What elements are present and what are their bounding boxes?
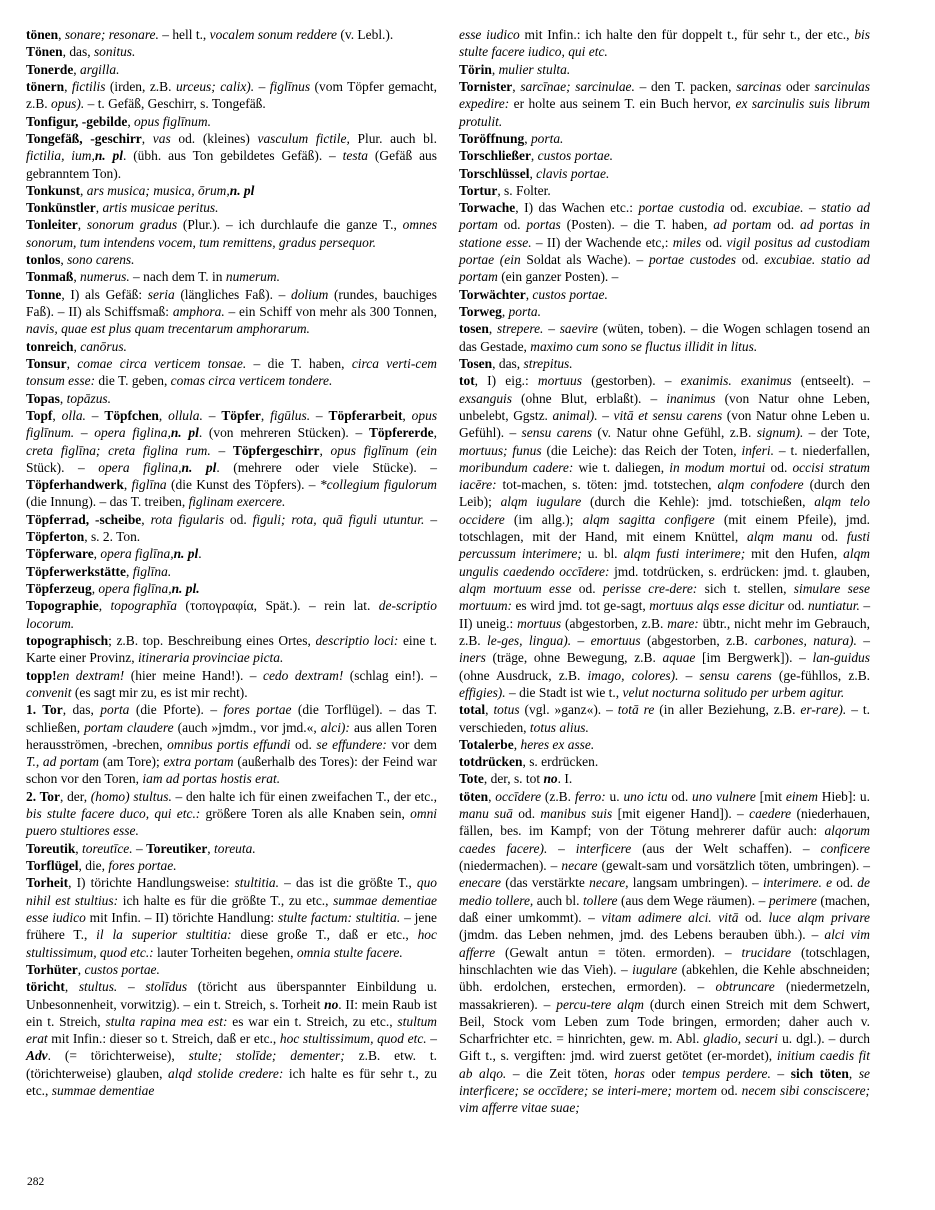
dictionary-entry: totdrücken, s. erdrücken.: [459, 754, 599, 770]
dictionary-entry: töricht, stultus. – stolīdus (töricht aus überspannter Einbildung u. Unbesonnenheit, vorwitzig). – ein t. Streich, s. Torheit no. II: mein Raub ist ein t. Streich, stulta rapina mea est: es war ein t. Streich, zu etc., stultum erat mit Infin.: dieser so t. Streich, daß er etc., hoc stultissimum, quod etc. – Adv. (= törichterweise), stulte; stolīde; dementer; z.B. etw. t. (törichterweise) glauben, alqd stolide credere: ich halte es für sehr t., zu etc., summae dementiae: [26, 979, 438, 1099]
dictionary-entry: Tonsur, comae circa verticem tonsae. – die T. haben, circa verti-cem tonsum esse: die T. geben, comas circa verticem tondere.: [26, 355, 437, 389]
two-column-text-body: [26, 26, 910, 1161]
dictionary-entry: Tornister, sarcīnae; sarcinulae. – den T. packen, sarcinas oder sarcinulas expedire: er holte aus seinem T. ein Buch hervor, ex sarcinulis suis librum protulit.: [459, 78, 871, 129]
dictionary-entry: Tosen, das, strepitus.: [459, 355, 573, 371]
dictionary-entry: Tonmaß, numerus. – nach dem T. in numerum.: [26, 269, 280, 285]
left-text-column: [26, 26, 437, 1161]
dictionary-entry: Töpferware, opera figlīna,n. pl.: [26, 546, 202, 562]
dictionary-entry: Törin, mulier stulta.: [459, 61, 571, 77]
right-text-column: [459, 26, 870, 1161]
dictionary-entry: Torwache, I) das Wachen etc.: portae custodia od. excubiae. – statio ad portam od. portas (Posten). – die T. haben, ad portam od. ad portas in statione esse. – II) der Wachende etc,: miles od. vigil positus ad custodiam portae (ein Soldat als Wache). – portae custodes od. excubiae. statio ad portam (ein ganzer Posten). –: [459, 200, 871, 285]
dictionary-entry: Töpferrad, -scheibe, rota figularis od. figuli; rota, quā figuli utuntur. – Töpferton, s. 2. Ton.: [26, 511, 438, 545]
dictionary-entry: Tönen, das, sonitus.: [26, 44, 136, 60]
dictionary-entry: Töpferwerkstätte, figlīna.: [26, 563, 172, 579]
dictionary-entry: Tonkünstler, artis musicae peritus.: [26, 200, 219, 216]
dictionary-entry: tonlos, sono carens.: [26, 252, 135, 268]
dictionary-entry: Tonfigur, -gebilde, opus figlīnum.: [26, 113, 211, 129]
dictionary-entry: Toreutik, toreutīce. – Toreutiker, toreuta.: [26, 840, 256, 856]
dictionary-entry: Topf, olla. – Töpfchen, ollula. – Töpfer, figūlus. – Töpferarbeit, opus figlīnum. – opera figlina,n. pl. (von mehreren Stücken). – Töpfererde, creta figlīna; creta figlina rum. – Töpfergeschirr, opus figlīnum (ein Stück). – opera figlina,n. pl. (mehrere oder viele Stücke). – Töpferhandwerk, figlīna (die Kunst des Töpfers). – *collegium figulorum (die Innung). – das T. treiben, figlinam exercere.: [26, 407, 438, 510]
dictionary-entry: töten, occīdere (z.B. ferro: u. uno ictu od. uno vulnere [mit einem Hieb]: u. manu suā od. manibus suis [mit eigener Hand]). – caedere (niederhauen, fällen, bes. im Kampf; von der Tötung mehrerer dafür auch: alqorum caedes facere). – interficere (aus der Welt schaffen). – conficere (niedermachen). – necare (gewalt-sam und vorsätzlich töten, umbringen). – enecare (das verstärkte necare, langsam umbringen). – interimere. e od. de medio tollere, auch bl. tollere (aus dem Wege räumen). – perimere (machen, daß einer umkommt). – vitam adimere alci. vitā od. luce alqm privare (jmdm. das Leben nehmen, jmd. des Lebens berauben übh.). – alci vim afferre (Gewalt antun = töten. ermorden). – trucidare (totschlagen, hinschlachten wie das Vieh). – iugulare (abkehlen, die Kehle abschneiden; übh. erdolchen, erstechen, ermorden). – obtruncare (niedermetzeln, massakrieren). – percu-tere alqm (durch einen Streich mit dem Schwert, Beil, Stock vom Leben zum Tode bringen, ermorden; daher auch v. Scharfrichter etc. = hinrichten, gew. m. Abl. gladio, securi u. dgl.). – durch Gift t., s. vergiften: jmd. wird zuerst getötet (er-mordet), initium caedis fit ab alqo. – die Zeit töten, horas oder tempus perdere. – sich töten, se interficere; se occīdere; se interi-mere; mortem od. necem sibi consciscere; vim afferre vitae suae;: [459, 788, 871, 1116]
dictionary-entry: Tongefäß, -geschirr, vas od. (kleines) vasculum fictile, Plur. auch bl. fictilia, ium,n. pl. (übh. aus Ton gebildetes Gefäß). – testa (Gefäß aus gebranntem Ton).: [26, 130, 437, 181]
dictionary-entry: tönen, sonare; resonare. – hell t., vocalem sonum reddere (v. Lebl.).: [26, 27, 394, 42]
dictionary-entry: total, totus (vgl. »ganz«). – totā re (in aller Beziehung, z.B. er-rare). – t. verschieden, totus alius.: [459, 702, 871, 735]
dictionary-entry: esse iudico mit Infin.: ich halte den für doppelt t., für sehr t., der etc., bis stulte facere iudico, qui etc.: [459, 27, 870, 60]
dictionary-entry: Tonkunst, ars musica; musica, ōrum,n. pl: [26, 182, 255, 198]
dictionary-entry: Tonleiter, sonorum gradus (Plur.). – ich durchlaufe die ganze T., omnes sonorum, tum intendens vocem, tum remittens, gradus persequor.: [26, 217, 437, 250]
dictionary-entry: 1. Tor, das, porta (die Pforte). – fores portae (die Torflügel). – das T. schließen, portam claudere (auch »jmdm., vor jmd.«, alci): aus allen Toren herausströmen, -brechen, omnibus portis effundi od. se effundere: vor dem T., ad portam (am Tore); extra portam (außerhalb des Tores): der Feind war schon vor den Toren, iam ad portas hostis erat.: [26, 702, 438, 787]
dictionary-entry: Torhüter, custos portae.: [26, 961, 160, 977]
dictionary-entry: Torschließer, custos portae.: [459, 148, 614, 164]
dictionary-entry: Totalerbe, heres ex asse.: [459, 736, 595, 752]
dictionary-entry: Toröffnung, porta.: [459, 130, 564, 146]
dictionary-entry: tot, I) eig.: mortuus (gestorben). – exanimis. exanimus (entseelt). – exsanguis (ohne Blut, erblaßt). – inanimus (von Natur ohne Leben, unbelebt, Ggstz. animal). – vitā et sensu carens (von Natur ohne Leben u. Gefühl). – sensu carens (v. Natur ohne Gefühl, z.B. signum). – der Tote, mortuus; funus (die Leiche): das Reich der Toten, inferi. – t. niederfallen, moribundum cadere: wie t. daliegen, in modum mortui od. occisi stratum iacēre: tot-machen, s. töten: jmd. totstechen, alqm confodere (durch den Leib); alqm iugulare (durch die Kehle): jmd. totschießen, alqm telo occidere (im allg.); alqm sagitta configere (mit einem Pfeile), jmd. totschlagen, mit der Hand, mit einem Knüttel, alqm manu od. fusti percussum interimere; u. bl. alqm fusti interimere; mit den Hufen, alqm ungulis caedendo occīdere: jmd. totdrücken, s. erdrücken: jmd. t. glauben, alqm mortuum esse od. perisse cre-dere: sich t. stellen, simulare sese mortuum: es wird jmd. tot ge-sagt, mortuus alqs esse dicitur od. nuntiatur. – II) uneig.: mortuus (abgestorben, z.B. mare: übtr., nicht mehr im Gebrauch, z.B. le-ges, lingua). – emortuus (abgestorben, z.B. carbones, natura). – iners (träge, ohne Bewegung, z.B. aquae [im Bergwerk]). – lan-guidus (ohne Ausdruck, z.B. imago, colores). – sensu carens (ge-fühllos, z.B. effigies). – die Stadt ist wie t., velut nocturna solitudo per urbem agitur.: [459, 373, 871, 700]
dictionary-entry: topp!en dextram! (hier meine Hand!). – cedo dextram! (schlag ein!). – convenit (es sagt mir zu, es ist mir recht).: [26, 667, 437, 700]
dictionary-entry: Topas, topāzus.: [26, 390, 112, 406]
dictionary-entry: Töpferzeug, opera figlīna,n. pl.: [26, 581, 200, 596]
dictionary-entry: Tonerde, argilla.: [26, 61, 120, 77]
dictionary-entry: Torwächter, custos portae.: [459, 286, 608, 302]
dictionary-entry: Torflügel, die, fores portae.: [26, 858, 177, 873]
dictionary-entry: Topographie, topographīa (τοπογραφία, Spät.). – rein lat. de-scriptio locorum.: [26, 598, 437, 631]
dictionary-entry: Torschlüssel, clavis portae.: [459, 165, 610, 181]
dictionary-entry: tonreich, canōrus.: [26, 338, 127, 354]
dictionary-entry: Tote, der, s. tot no. I.: [459, 771, 573, 787]
dictionary-entry: Tortur, s. Folter.: [459, 182, 551, 198]
dictionary-entry: Torheit, I) törichte Handlungsweise: stultitia. – das ist die größte T., quo nihil est stultius: ich halte es für die größte T., zu etc., summae dementiae esse iudico mit Infin. – II) törichte Handlung: stulte factum: stultitia. – jene frühere T., il la superior stultitia: diese große T., daß er etc., hoc stultissimum, quod etc.: lauter Torheiten begehen, omnia stulte facere.: [26, 875, 438, 960]
dictionary-entry: tosen, strepere. – saevire (wüten, toben). – die Wogen schlagen tosend an das Gestade, maximo cum sono se fluctus illidit in litus.: [459, 321, 871, 354]
dictionary-entry: tönern, fictilis (irden, z.B. urceus; calix). – figlīnus (vom Töpfer gemacht, z.B. opus). – t. Gefäß, Geschirr, s. Tongefäß.: [26, 78, 438, 112]
dictionary-entry: 2. Tor, der, (homo) stultus. – den halte ich für einen zweifachen T., der etc., bis stulte facere duco, qui etc.: größere Toren als alle Knaben sein, omni puero stultiores esse.: [26, 788, 438, 839]
dictionary-entry: Tonne, I) als Gefäß: seria (längliches Faß). – dolium (rundes, bauchiges Faß). – II) als Schiffsmaß: amphora. – ein Schiff von mehr als 300 Tonnen, navis, quae est plus quam trecentarum amphorarum.: [26, 286, 438, 337]
dictionary-entry: topographisch; z.B. top. Beschreibung eines Ortes, descriptio loci: eine t. Karte einer Provinz, itineraria provinciae picta.: [26, 632, 437, 666]
page-number: 282: [27, 1176, 45, 1188]
dictionary-entry: Torweg, porta.: [459, 304, 542, 319]
